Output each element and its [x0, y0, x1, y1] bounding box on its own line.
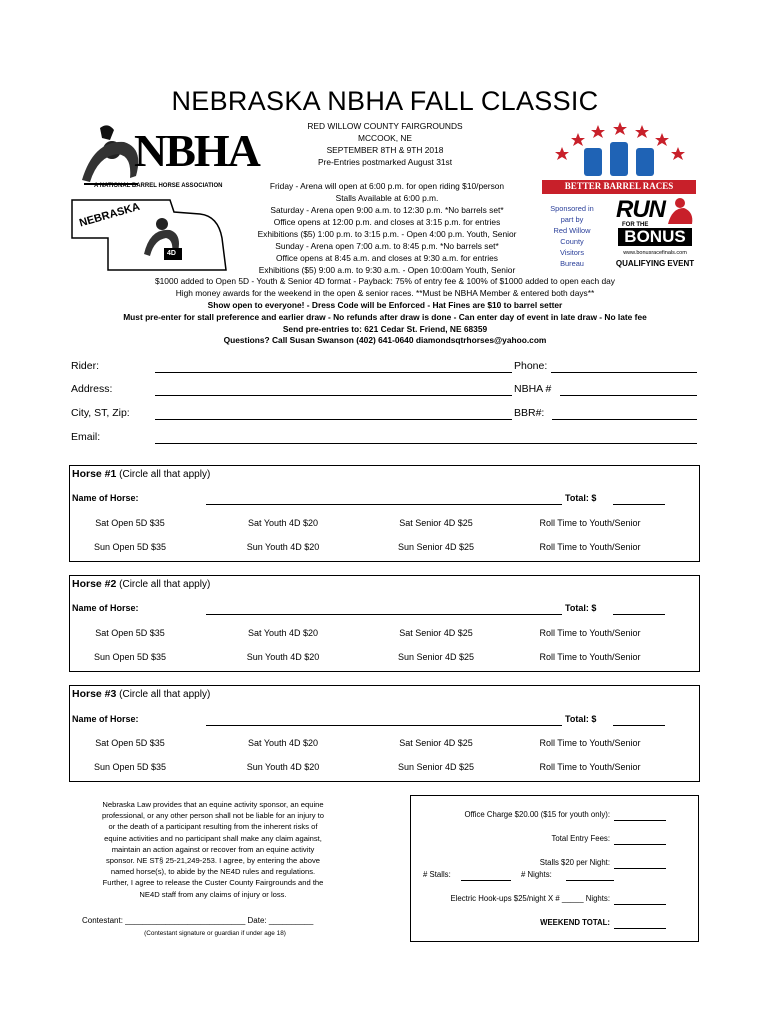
questions-text: Questions? Call Susan Swanson (402) 641-0640 diamondsqtrhorses@yahoo.com: [223, 335, 547, 345]
num-stalls-field[interactable]: [461, 880, 511, 881]
office-charge-field[interactable]: [614, 820, 666, 821]
stalls-total-field[interactable]: [614, 868, 666, 869]
horse-2-total-field[interactable]: [613, 614, 665, 615]
sponsor-line: Bureau: [560, 259, 584, 268]
horse-3-name-field[interactable]: [206, 725, 562, 726]
horse-1-total-field[interactable]: [613, 504, 665, 505]
horse-3-sat-roll[interactable]: Roll Time to Youth/Senior: [539, 738, 641, 748]
nebraska-map-text: NEBRASKA: [78, 200, 142, 230]
email-field[interactable]: [155, 443, 697, 444]
page-title: NEBRASKA NBHA FALL CLASSIC: [171, 86, 599, 116]
law-text: [70, 799, 356, 900]
send-to-text: Send pre-entries to: 621 Cedar St. Friend, NE 68359: [282, 324, 488, 334]
schedule-line: Sunday - Arena open 7:00 a.m. to 8:45 p.m. *No barrels set*: [275, 241, 499, 251]
sponsor-line: Visitors: [559, 248, 585, 257]
payback-text: $1000 added to Open 5D - Youth & Senior 4D format - Payback: 75% of entry fee & 100% of $1000 added to open each day: [154, 276, 615, 286]
horse-3-sat-open[interactable]: Sat Open 5D $35: [95, 738, 165, 748]
horse-2-box: [69, 575, 700, 672]
horse-2-name-field[interactable]: [206, 614, 562, 615]
horse-3-sun-open[interactable]: Sun Open 5D $35: [93, 762, 167, 772]
nbha-logo-text: NBHA: [134, 125, 259, 176]
law-line: professional, or any other person shall not be liable for an injury to: [101, 811, 325, 821]
horse-1-name-label: Name of Horse:: [72, 493, 139, 503]
nbha-logo: [74, 120, 259, 195]
horse-1-total-label: Total: $: [565, 493, 597, 503]
city-label: City, ST, Zip:: [71, 407, 130, 419]
horse-3-total-label: Total: $: [565, 714, 597, 724]
horse-2-name-label: Name of Horse:: [72, 603, 139, 613]
phone-field[interactable]: [551, 372, 697, 373]
rider-field[interactable]: [155, 372, 512, 373]
signature-note: (Contestant signature or guardian if under age 18): [144, 930, 286, 937]
horse-2-sat-senior[interactable]: Sat Senior 4D $25: [399, 628, 473, 638]
office-charge-label: Office Charge $20.00 ($15 for youth only):: [464, 810, 610, 819]
horse-1-sun-youth[interactable]: Sun Youth 4D $20: [246, 542, 320, 552]
law-line: NE4D staff from any claims of injury or loss.: [139, 889, 287, 899]
horse-2-sat-roll[interactable]: Roll Time to Youth/Senior: [539, 628, 641, 638]
stall-policy-text: Must pre-enter for stall preference and earlier draw - No refunds after draw is done - Can enter day of event in late draw - No late fee: [123, 312, 647, 322]
phone-label: Phone:: [514, 360, 548, 372]
horse-2-sun-senior[interactable]: Sun Senior 4D $25: [397, 652, 475, 662]
law-line: Further, I agree to release the Custer County Fairgrounds and the: [102, 878, 324, 888]
horse-1-sat-roll[interactable]: Roll Time to Youth/Senior: [539, 518, 641, 528]
horse-3-header: [72, 688, 210, 700]
horse-3-box: [69, 685, 700, 782]
horse-2-hint: (Circle all that apply): [119, 579, 211, 590]
sponsor-text: [542, 203, 602, 269]
horse-3-sun-senior[interactable]: Sun Senior 4D $25: [397, 762, 475, 772]
horse-2-sat-youth[interactable]: Sat Youth 4D $20: [247, 628, 319, 638]
horse-1-sun-open[interactable]: Sun Open 5D $35: [93, 542, 167, 552]
horse-1-sun-senior[interactable]: Sun Senior 4D $25: [397, 542, 475, 552]
law-line: maintain an action against or recover from an equine activity: [111, 844, 315, 854]
weekend-total-field[interactable]: [614, 928, 666, 929]
electric-field[interactable]: [614, 904, 666, 905]
horse-3-total-field[interactable]: [613, 725, 665, 726]
horse-1-sat-youth[interactable]: Sat Youth 4D $20: [247, 518, 319, 528]
nebraska-4d-badge: 4D: [167, 250, 176, 257]
horse-1-sat-open[interactable]: Sat Open 5D $35: [95, 518, 165, 528]
nebraska-map-logo: [70, 198, 230, 274]
horse-2-sun-open[interactable]: Sun Open 5D $35: [93, 652, 167, 662]
law-line: or the death of a participant resulting from the inherent risks of: [108, 822, 318, 832]
horse-2-total-label: Total: $: [565, 603, 597, 613]
sponsor-line: part by: [560, 215, 584, 224]
schedule-line: Friday - Arena will open at 6:00 p.m. for open riding $10/person: [269, 181, 505, 191]
bbr-caption: BETTER BARREL RACES: [564, 181, 674, 191]
horse-3-sat-senior[interactable]: Sat Senior 4D $25: [399, 738, 473, 748]
horse-1-sun-roll[interactable]: Roll Time to Youth/Senior: [539, 542, 641, 552]
horse-3-sun-roll[interactable]: Roll Time to Youth/Senior: [539, 762, 641, 772]
contestant-signature-line[interactable]: Contestant: ___________________________ Date: __________: [82, 916, 314, 925]
horse-1-title: Horse #1: [72, 468, 117, 480]
horse-2-sat-open[interactable]: Sat Open 5D $35: [95, 628, 165, 638]
email-label: Email:: [71, 431, 101, 443]
qualifying-event-text: QUALIFYING EVENT: [615, 259, 695, 268]
schedule-block: [228, 180, 546, 276]
horse-3-sun-youth[interactable]: Sun Youth 4D $20: [246, 762, 320, 772]
horse-3-hint: (Circle all that apply): [119, 689, 211, 700]
horse-2-header: [72, 578, 210, 590]
sponsor-line: Red Willow: [553, 226, 591, 235]
law-line: Nebraska Law provides that an equine activity sponsor, an equine: [102, 800, 324, 809]
schedule-line: Office opens at 8:45 a.m. and closes at 9:30 a.m. for entries: [276, 253, 498, 263]
law-line: sponsor. NE ST§ 25-21,249-253. I agree, by entering the above: [105, 856, 321, 866]
horse-2-sun-roll[interactable]: Roll Time to Youth/Senior: [539, 652, 641, 662]
city-text: MCCOOK, NE: [358, 133, 412, 143]
charges-box: [410, 795, 699, 942]
nbha-number-label: NBHA #: [514, 383, 552, 395]
preentries-text: Pre-Entries postmarked August 31st: [317, 157, 453, 167]
stalls-price-label: Stalls $20 per Night:: [539, 858, 610, 867]
horse-2-title: Horse #2: [72, 578, 117, 590]
num-stalls-label: # Stalls:: [423, 870, 451, 879]
sponsor-line: Sponsored in: [550, 204, 594, 213]
schedule-line: Exhibitions ($5) 1:00 p.m. to 3:15 p.m. - Open 4:00 p.m. Youth, Senior: [257, 229, 517, 239]
sponsor-line: County: [560, 237, 584, 246]
bonus-url: www.bonusracefinals.com: [623, 250, 687, 256]
run-text: RUN: [616, 196, 665, 223]
law-line: equine activities and no participant shall make any claim against,: [104, 833, 322, 843]
nbha-number-field[interactable]: [560, 395, 697, 396]
num-nights-label: # Nights:: [521, 870, 552, 879]
address-label: Address:: [71, 383, 113, 395]
entry-fees-label: Total Entry Fees:: [551, 834, 610, 843]
awards-text: High money awards for the weekend in the open & senior races. **Must be NBHA Member & entered both days**: [175, 288, 595, 298]
city-field[interactable]: [155, 419, 512, 420]
horse-3-name-label: Name of Horse:: [72, 714, 139, 724]
venue-text: RED WILLOW COUNTY FAIRGROUNDS: [307, 121, 463, 131]
horse-2-sun-youth[interactable]: Sun Youth 4D $20: [246, 652, 320, 662]
nbha-caption: A NATIONAL BARREL HORSE ASSOCIATION: [94, 183, 223, 189]
rider-label: Rider:: [71, 360, 100, 372]
electric-label: Electric Hook-ups $25/night X # _____ Nights:: [450, 894, 610, 903]
horse-3-title: Horse #3: [72, 688, 117, 700]
law-line: named horse(s), to abide by the NE4D rules and regulations.: [110, 867, 316, 877]
horse-1-header: [72, 468, 210, 480]
horse-1-sat-senior[interactable]: Sat Senior 4D $25: [399, 518, 473, 528]
num-nights-field[interactable]: [566, 880, 614, 881]
bbr-number-label: BBR#:: [514, 407, 545, 419]
run-for-bonus-logo: [612, 196, 698, 272]
bonus-text: BONUS: [618, 228, 692, 246]
schedule-line: Exhibitions ($5) 9:00 a.m. to 9:30 a.m. - Open 10:00am Youth, Senior: [258, 265, 516, 275]
schedule-line: Stalls Available at 6:00 p.m.: [335, 193, 439, 203]
bbr-number-field[interactable]: [552, 419, 697, 420]
entry-fees-field[interactable]: [614, 844, 666, 845]
dress-code-text: Show open to everyone! - Dress Code will be Enforced - Hat Fines are $10 to barrel setter: [207, 300, 563, 310]
horse-1-name-field[interactable]: [206, 504, 562, 505]
horse-3-sat-youth[interactable]: Sat Youth 4D $20: [247, 738, 319, 748]
bbr-logo: [540, 120, 698, 196]
schedule-line: Office opens at 12:00 p.m. and closes at 3:15 p.m. for entries: [273, 217, 501, 227]
address-field[interactable]: [155, 395, 512, 396]
for-the-text: FOR THE: [622, 222, 649, 228]
schedule-line: Saturday - Arena open 9:00 a.m. to 12:30 p.m. *No barrels set*: [270, 205, 504, 215]
dates-text: SEPTEMBER 8TH & 9TH 2018: [326, 145, 444, 155]
horse-1-hint: (Circle all that apply): [119, 469, 211, 480]
weekend-total-label: WEEKEND TOTAL:: [540, 918, 610, 927]
horse-1-box: [69, 465, 700, 562]
